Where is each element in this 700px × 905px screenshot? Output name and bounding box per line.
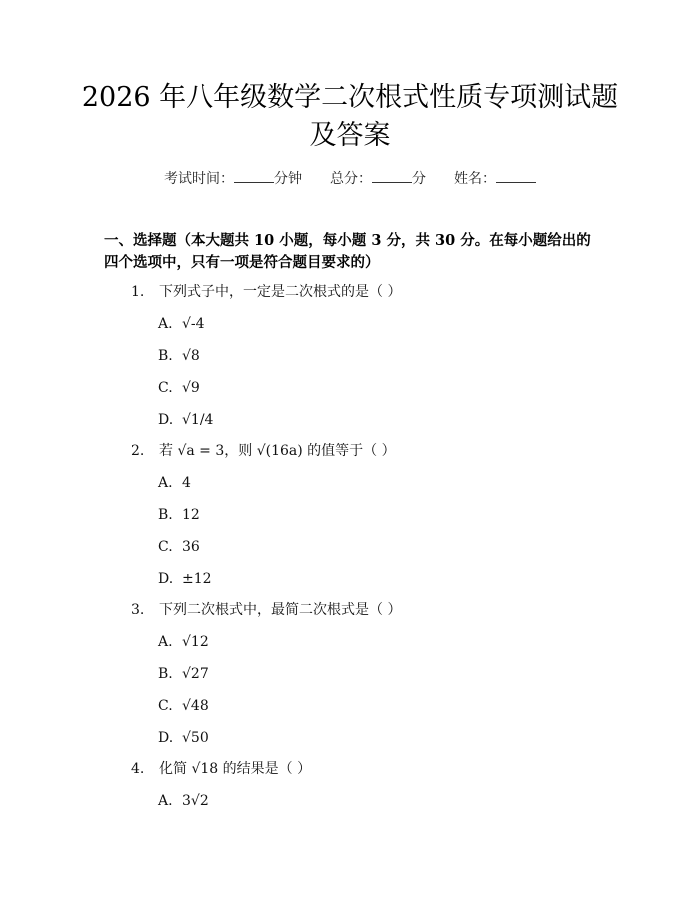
option-item xyxy=(158,505,200,525)
question-number: 4. xyxy=(131,761,145,777)
option-item xyxy=(158,346,200,366)
exam-time-field xyxy=(164,168,302,189)
option-text: 12 xyxy=(182,507,200,523)
option-text: √1/4 xyxy=(182,412,214,428)
total-score-unit: 分 xyxy=(412,171,426,187)
question-text: 下列式子中，一定是二次根式的是（ ） xyxy=(159,284,402,300)
option-letter: D. xyxy=(158,730,174,746)
option-text: 36 xyxy=(182,539,200,555)
option-item xyxy=(158,537,200,557)
option-letter: C. xyxy=(158,539,173,555)
exam-time-label: 考试时间： xyxy=(164,171,234,187)
name-field xyxy=(454,168,536,189)
option-item xyxy=(158,728,209,748)
question-2 xyxy=(131,441,396,461)
total-score-label: 总分： xyxy=(330,171,372,187)
question-number: 1. xyxy=(131,284,145,300)
option-item xyxy=(158,378,200,398)
option-letter: B. xyxy=(158,507,173,523)
question-3 xyxy=(131,600,401,620)
option-text: √-4 xyxy=(182,316,205,332)
option-letter: C. xyxy=(158,698,173,714)
option-letter: A. xyxy=(158,793,173,809)
option-text: √12 xyxy=(182,634,209,650)
name-blank xyxy=(496,168,536,183)
option-item xyxy=(158,696,209,716)
option-letter: D. xyxy=(158,571,174,587)
option-letter: A. xyxy=(158,634,173,650)
total-score-field xyxy=(330,168,426,189)
option-item xyxy=(158,664,209,684)
exam-time-unit: 分钟 xyxy=(274,171,302,187)
exam-time-blank xyxy=(234,168,274,183)
option-letter: A. xyxy=(158,316,173,332)
option-text: √48 xyxy=(182,698,209,714)
option-item xyxy=(158,473,191,493)
option-letter: B. xyxy=(158,666,173,682)
option-text: √8 xyxy=(182,348,200,364)
option-item xyxy=(158,632,209,652)
question-text: 下列二次根式中，最简二次根式是（ ） xyxy=(159,602,402,618)
name-label: 姓名： xyxy=(454,171,496,187)
question-number: 2. xyxy=(131,443,145,459)
option-text: √9 xyxy=(182,380,200,396)
exam-info-row xyxy=(0,168,700,189)
question-1 xyxy=(131,282,401,302)
option-text: √50 xyxy=(182,730,209,746)
question-text: 若 √a = 3，则 √(16a) 的值等于（ ） xyxy=(159,443,396,459)
total-score-blank xyxy=(372,168,412,183)
question-number: 3. xyxy=(131,602,145,618)
section-heading: 一、选择题（本大题共 10 小题，每小题 3 分，共 30 分。在每小题给出的四个选项中，只有一项是符合题目要求的） xyxy=(104,232,591,271)
option-item xyxy=(158,410,213,430)
option-letter: D. xyxy=(158,412,174,428)
question-text: 化简 √18 的结果是（ ） xyxy=(159,761,312,777)
option-item xyxy=(158,569,212,589)
document-title-line-2: 及答案 xyxy=(309,120,391,151)
option-text: ±12 xyxy=(182,571,212,587)
option-item xyxy=(158,791,209,811)
option-text: 3√2 xyxy=(182,793,209,809)
document-title-line-1: 2026 年八年级数学二次根式性质专项测试题 xyxy=(81,82,619,113)
option-item xyxy=(158,314,205,334)
option-letter: A. xyxy=(158,475,173,491)
option-letter: B. xyxy=(158,348,173,364)
question-4 xyxy=(131,759,311,779)
option-letter: C. xyxy=(158,380,173,396)
option-text: 4 xyxy=(182,475,191,491)
option-text: √27 xyxy=(182,666,209,682)
